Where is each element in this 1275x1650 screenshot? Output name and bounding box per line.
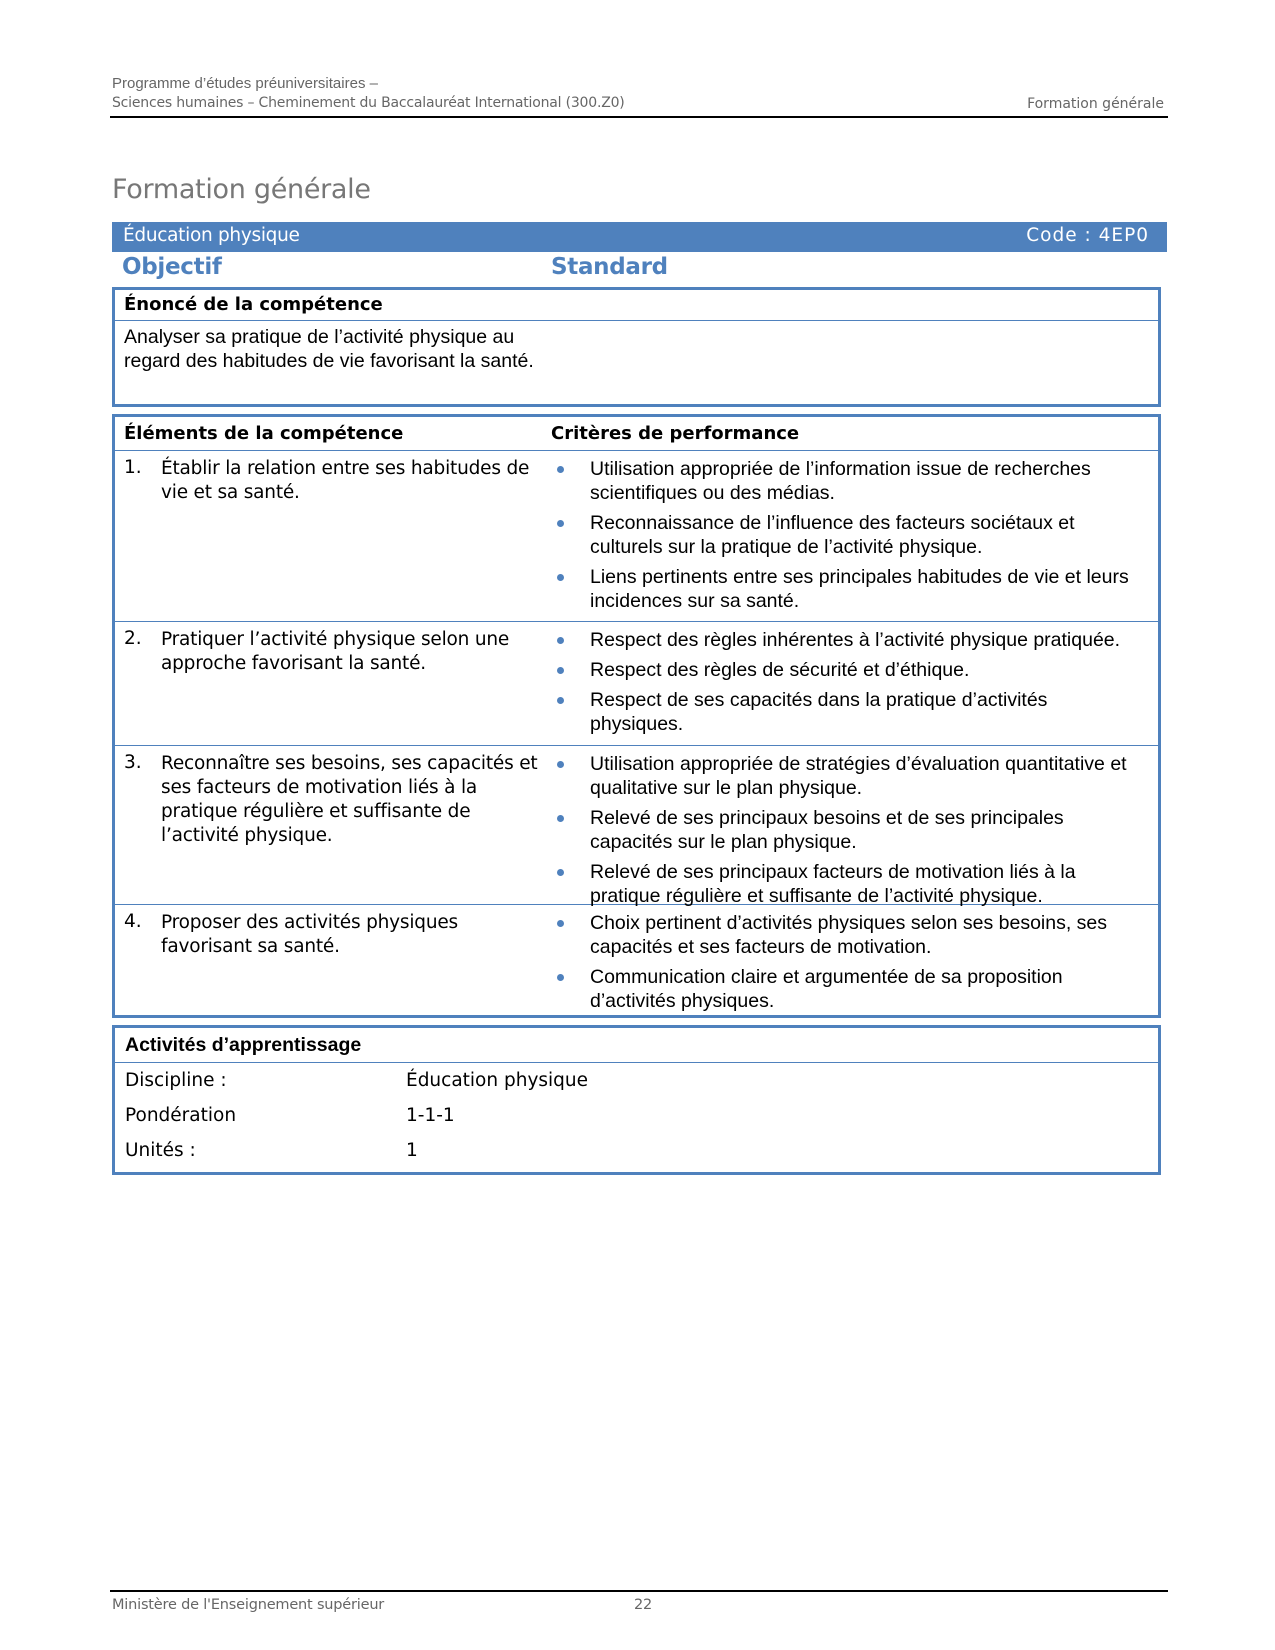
bullet-icon bbox=[557, 520, 564, 527]
elements-heading: Éléments de la compétence bbox=[124, 423, 404, 444]
element-row bbox=[115, 905, 1158, 1016]
criteria-heading: Critères de performance bbox=[551, 423, 800, 444]
activity-label: Unités : bbox=[125, 1140, 196, 1161]
competency-statement-heading: Énoncé de la compétence bbox=[115, 290, 1158, 321]
header-program: Programme d’études préuniversitaires – bbox=[112, 75, 378, 92]
bullet-icon bbox=[557, 697, 564, 704]
bullet-icon bbox=[557, 761, 564, 768]
criterion-item: Choix pertinent d’activités physiques selon ses besoins, ses capacités et ses facteurs de motivation. bbox=[553, 911, 1133, 959]
criterion-item: Liens pertinents entre ses principales habitudes de vie et leurs incidences sur sa santé. bbox=[553, 565, 1133, 613]
criteria-list bbox=[553, 457, 1133, 619]
element-number: 2. bbox=[124, 628, 142, 649]
elements-header-row bbox=[115, 417, 1158, 451]
page-header bbox=[112, 74, 1166, 113]
bullet-icon bbox=[557, 637, 564, 644]
competency-statement-box bbox=[112, 287, 1161, 407]
element-number: 1. bbox=[124, 457, 142, 478]
standard-heading: Standard bbox=[551, 254, 668, 280]
activity-label: Pondération bbox=[125, 1105, 237, 1126]
header-program-name: Sciences humaines – Cheminement du Baccalauréat International (300.Z0) bbox=[112, 95, 625, 111]
bullet-icon bbox=[557, 466, 564, 473]
criterion-item: Utilisation appropriée de l’information issue de recherches scientifiques ou des médias. bbox=[553, 457, 1133, 505]
activity-value: 1-1-1 bbox=[406, 1105, 455, 1126]
criterion-item: Communication claire et argumentée de sa proposition d’activités physiques. bbox=[553, 965, 1133, 1013]
criteria-list bbox=[553, 911, 1133, 1019]
element-number: 3. bbox=[124, 752, 142, 773]
element-text: Pratiquer l’activité physique selon une approche favorisant la santé. bbox=[161, 629, 510, 674]
learning-activities-box bbox=[112, 1025, 1161, 1175]
bullet-icon bbox=[557, 920, 564, 927]
competency-elements-box bbox=[112, 414, 1161, 1018]
learning-activities-heading: Activités d’apprentissage bbox=[115, 1028, 1158, 1063]
competency-statement-text: Analyser sa pratique de l’activité physique au regard des habitudes de vie favorisant la santé. bbox=[124, 326, 534, 372]
activity-label: Discipline : bbox=[125, 1070, 227, 1091]
course-title: Éducation physique bbox=[123, 225, 300, 246]
element-text: Reconnaître ses besoins, ses capacités et ses facteurs de motivation liés à la pratique régulière et suffisante de l’activité physique. bbox=[161, 753, 538, 846]
page-number: 22 bbox=[634, 1597, 653, 1613]
criterion-item: Respect des règles inhérentes à l’activité physique pratiquée. bbox=[553, 628, 1133, 652]
page-title: Formation générale bbox=[112, 174, 371, 205]
header-section: Formation générale bbox=[1027, 96, 1164, 112]
bullet-icon bbox=[557, 815, 564, 822]
bullet-icon bbox=[557, 667, 564, 674]
element-row bbox=[115, 746, 1158, 905]
criterion-item: Reconnaissance de l’influence des facteurs sociétaux et culturels sur la pratique de l’activité physique. bbox=[553, 511, 1133, 559]
course-title-bar bbox=[112, 222, 1167, 252]
bullet-icon bbox=[557, 574, 564, 581]
bullet-icon bbox=[557, 869, 564, 876]
activity-value: 1 bbox=[406, 1140, 418, 1161]
element-row bbox=[115, 622, 1158, 746]
activity-row-weighting bbox=[115, 1098, 1158, 1133]
criterion-item: Respect de ses capacités dans la pratique d’activités physiques. bbox=[553, 688, 1133, 736]
activity-row-units bbox=[115, 1133, 1158, 1168]
bullet-icon bbox=[557, 974, 564, 981]
element-number: 4. bbox=[124, 911, 142, 932]
footer-rule bbox=[110, 1590, 1168, 1592]
element-row bbox=[115, 451, 1158, 622]
criterion-item: Utilisation appropriée de stratégies d’évaluation quantitative et qualitative sur le plan physique. bbox=[553, 752, 1133, 800]
criterion-item: Respect des règles de sécurité et d’éthique. bbox=[553, 658, 1133, 682]
objective-heading: Objectif bbox=[122, 254, 222, 280]
criteria-list bbox=[553, 628, 1133, 742]
element-text: Proposer des activités physiques favorisant sa santé. bbox=[161, 912, 458, 957]
activity-value: Éducation physique bbox=[406, 1070, 589, 1091]
element-text: Établir la relation entre ses habitudes de vie et sa santé. bbox=[161, 458, 530, 503]
footer-ministry: Ministère de l'Enseignement supérieur bbox=[112, 1597, 385, 1613]
header-rule bbox=[110, 116, 1168, 118]
course-code: Code : 4EP0 bbox=[1026, 225, 1149, 246]
activity-row-discipline bbox=[115, 1063, 1158, 1098]
criterion-item: Relevé de ses principaux facteurs de motivation liés à la pratique régulière et suffisante de l’activité physique. bbox=[553, 860, 1133, 908]
criterion-item: Relevé de ses principaux besoins et de ses principales capacités sur le plan physique. bbox=[553, 806, 1133, 854]
criteria-list bbox=[553, 752, 1133, 914]
